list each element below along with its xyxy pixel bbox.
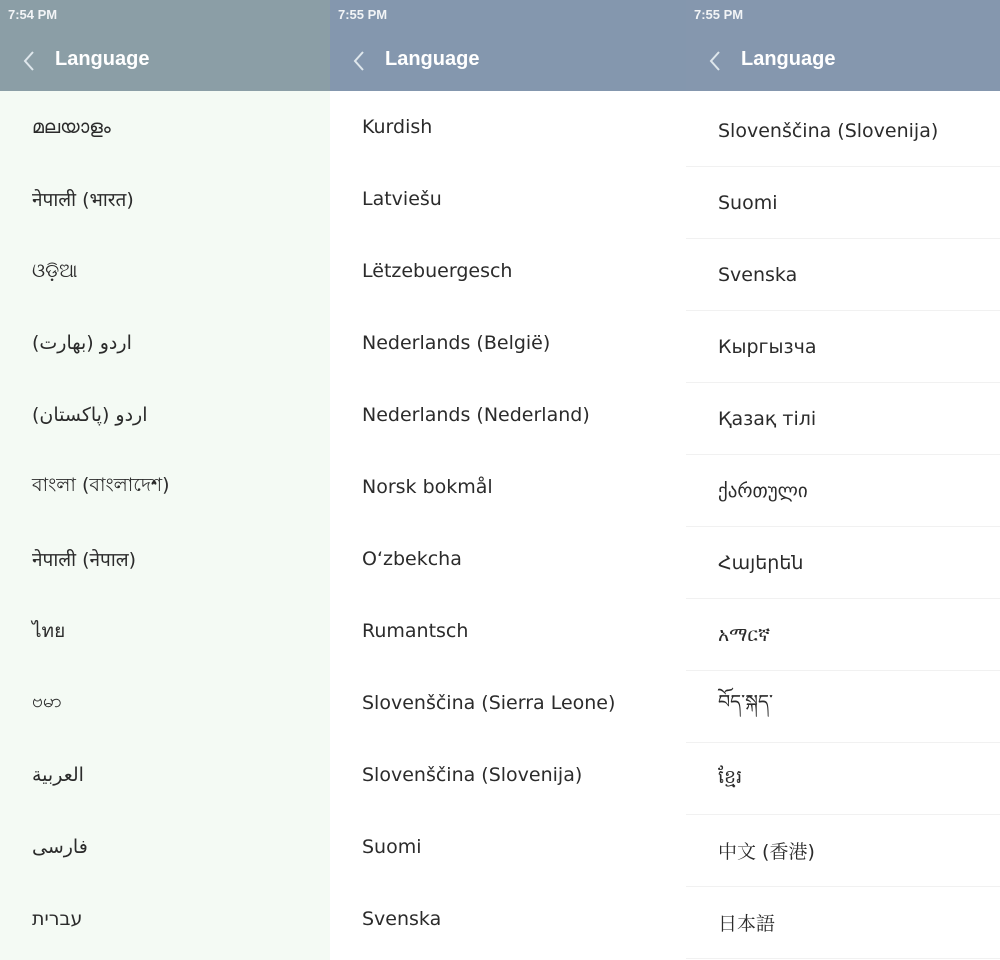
language-item[interactable] bbox=[330, 307, 686, 379]
language-item[interactable] bbox=[0, 235, 330, 307]
chevron-left-icon bbox=[708, 50, 722, 72]
language-label: Rumantsch bbox=[362, 620, 469, 642]
language-label: فارسی bbox=[32, 836, 88, 858]
language-item[interactable] bbox=[0, 307, 330, 379]
language-list bbox=[686, 95, 1000, 959]
language-item[interactable] bbox=[330, 379, 686, 451]
language-list bbox=[330, 91, 686, 955]
language-item[interactable] bbox=[686, 815, 1000, 887]
page-title: Language bbox=[741, 48, 836, 70]
language-label: Svenska bbox=[362, 908, 442, 930]
language-screen-2 bbox=[330, 0, 686, 960]
language-label: Suomi bbox=[718, 191, 778, 214]
language-label: Slovenščina (Slovenija) bbox=[718, 119, 939, 142]
language-label: Nederlands (Nederland) bbox=[362, 404, 590, 426]
language-item[interactable] bbox=[0, 91, 330, 163]
language-item[interactable] bbox=[686, 95, 1000, 167]
language-item[interactable] bbox=[686, 383, 1000, 455]
language-label: 日本語 bbox=[718, 913, 776, 935]
language-item[interactable] bbox=[330, 883, 686, 955]
language-item[interactable] bbox=[330, 163, 686, 235]
language-item[interactable] bbox=[330, 667, 686, 739]
back-button[interactable] bbox=[14, 44, 44, 78]
language-label: नेपाली (भारत) bbox=[32, 189, 134, 211]
app-bar bbox=[330, 0, 686, 91]
status-time: 7:54 PM bbox=[8, 7, 58, 22]
language-label: नेपाली (नेपाल) bbox=[32, 549, 137, 571]
language-item[interactable] bbox=[330, 595, 686, 667]
language-label: ខ្មែរ bbox=[718, 765, 743, 788]
page-title: Language bbox=[55, 48, 150, 70]
language-item[interactable] bbox=[686, 239, 1000, 311]
page-title: Language bbox=[385, 48, 480, 70]
language-label: বাংলা (বাংলাদেশ) bbox=[32, 474, 170, 496]
language-item[interactable] bbox=[330, 811, 686, 883]
language-item[interactable] bbox=[330, 739, 686, 811]
language-item[interactable] bbox=[330, 91, 686, 163]
language-label: Lëtzebuergesch bbox=[362, 260, 513, 282]
language-label: اردو (بھارت) bbox=[32, 332, 132, 354]
language-label: 中文 (香港) bbox=[718, 841, 815, 863]
language-item[interactable] bbox=[686, 887, 1000, 959]
language-label: Kurdish bbox=[362, 116, 433, 138]
language-item[interactable] bbox=[686, 455, 1000, 527]
language-item[interactable] bbox=[686, 599, 1000, 671]
chevron-left-icon bbox=[22, 50, 36, 72]
chevron-left-icon bbox=[352, 50, 366, 72]
language-label: Slovenščina (Slovenija) bbox=[362, 764, 583, 786]
language-screen-3 bbox=[686, 0, 1000, 960]
back-button[interactable] bbox=[700, 44, 730, 78]
language-label: አማርኛ bbox=[718, 623, 771, 646]
language-label: Қазақ тілі bbox=[718, 407, 817, 430]
language-item[interactable] bbox=[0, 667, 330, 739]
status-time: 7:55 PM bbox=[694, 7, 744, 22]
language-label: Svenska bbox=[718, 263, 798, 286]
language-item[interactable] bbox=[0, 739, 330, 811]
status-time: 7:55 PM bbox=[338, 7, 388, 22]
language-item[interactable] bbox=[686, 311, 1000, 383]
language-label: ไทย bbox=[32, 620, 66, 642]
language-item[interactable] bbox=[0, 811, 330, 883]
language-item[interactable] bbox=[686, 527, 1000, 599]
language-label: Кыргызча bbox=[718, 335, 817, 358]
language-label: Nederlands (België) bbox=[362, 332, 551, 354]
language-item[interactable] bbox=[0, 523, 330, 595]
language-item[interactable] bbox=[0, 451, 330, 523]
language-item[interactable] bbox=[686, 743, 1000, 815]
language-label: اردو (پاکستان) bbox=[32, 404, 148, 426]
language-label: O‘zbekcha bbox=[362, 548, 462, 570]
language-label: ଓଡ଼ିଆ bbox=[32, 260, 78, 282]
language-item[interactable] bbox=[330, 451, 686, 523]
language-item[interactable] bbox=[0, 163, 330, 235]
back-button[interactable] bbox=[344, 44, 374, 78]
language-label: Suomi bbox=[362, 836, 422, 858]
language-label: Latviešu bbox=[362, 188, 442, 210]
language-list bbox=[0, 91, 330, 955]
language-label: ქართული bbox=[718, 479, 808, 502]
language-item[interactable] bbox=[686, 671, 1000, 743]
language-item[interactable] bbox=[0, 379, 330, 451]
language-label: עברית bbox=[32, 908, 83, 930]
language-label: Slovenščina (Sierra Leone) bbox=[362, 692, 616, 714]
app-bar bbox=[686, 0, 1000, 91]
language-item[interactable] bbox=[330, 523, 686, 595]
language-item[interactable] bbox=[686, 167, 1000, 239]
language-screen-1 bbox=[0, 0, 330, 960]
language-label: Հայերեն bbox=[718, 551, 804, 574]
language-item[interactable] bbox=[0, 595, 330, 667]
language-label: മലയാളം bbox=[32, 116, 111, 138]
language-label: ဗမာ bbox=[32, 690, 62, 712]
language-label: العربية bbox=[32, 764, 84, 786]
language-item[interactable] bbox=[330, 235, 686, 307]
app-bar bbox=[0, 0, 330, 91]
language-label: བོད་སྐད་ bbox=[718, 690, 773, 713]
language-item[interactable] bbox=[0, 883, 330, 955]
language-label: Norsk bokmål bbox=[362, 476, 493, 498]
